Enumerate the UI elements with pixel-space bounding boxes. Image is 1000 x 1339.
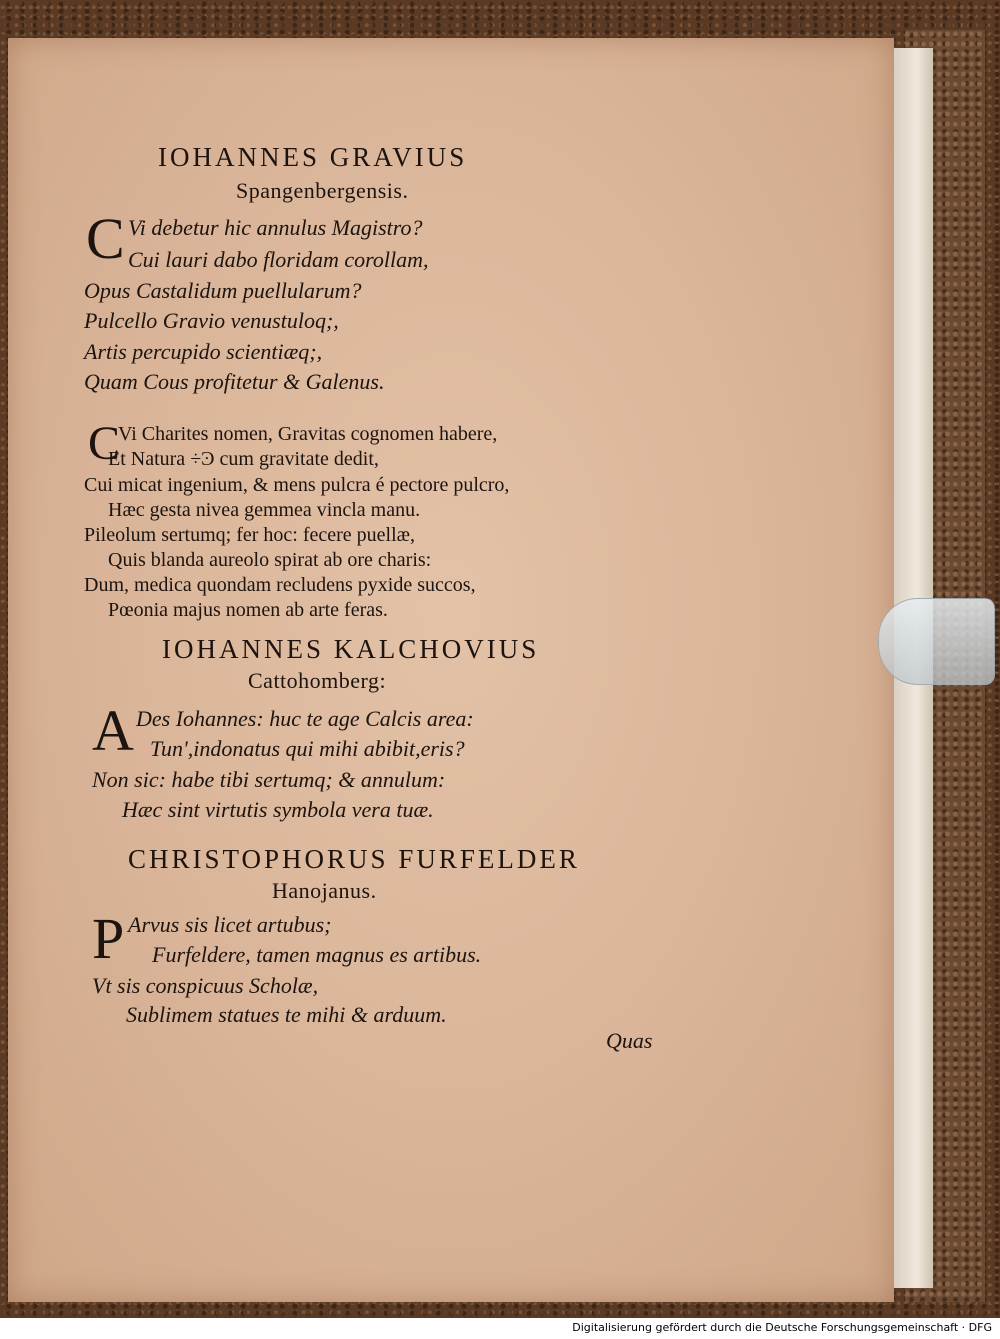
verse-line: Pœonia majus nomen ab arte feras. [108,599,388,621]
verse-line: Hæc sint virtutis symbola vera tuæ. [122,797,434,822]
drop-cap: A [92,698,134,763]
drop-cap: C [88,417,121,470]
verse-line: Des Iohannes: huc te age Calcis area: [136,706,474,731]
verse-line: Cui micat ingenium, & mens pulcra é pectore pulcro, [84,474,510,496]
section-heading-furfelder: CHRISTOPHORUS FURFELDER [128,844,580,874]
section-heading-kalchovius: IOHANNES KALCHOVIUS [162,634,540,664]
verse-line: Vi Charites nomen, Gravitas cognomen habere, [118,423,498,445]
footer-bar [0,1318,1000,1339]
section-origin-furfelder: Hanojanus. [272,878,377,903]
verse-line: Arvus sis licet artubus; [128,912,332,937]
verse-line: Tun',indonatus qui mihi abibit,eris? [150,736,465,761]
verse-line: Dum, medica quondam recludens pyxide succos, [84,574,476,596]
verse-line: Artis percupido scientiæq;, [84,339,323,364]
verse-line: Pulcello Gravio venustuloq;, [84,308,339,333]
verse-line: Hæc gesta nivea gemmea vincla manu. [108,499,421,521]
section-origin-gravius: Spangenbergensis. [236,178,409,203]
verse-line: Furfeldere, tamen magnus es artibus. [152,942,482,967]
verse-line: Non sic: habe tibi sertumq; & annulum: [92,767,446,792]
drop-cap: C [86,206,125,271]
verse-line: Quis blanda aureolo spirat ab ore charis: [108,549,432,571]
verse-line: Opus Castalidum puellularum? [84,278,362,303]
book-page [8,38,894,1302]
verse-line: Et Natura ÷Ͽ cum gravitate dedit, [108,448,379,470]
section-origin-kalchovius: Cattohomberg: [248,668,387,693]
drop-cap: P [92,906,125,971]
verse-line: Sublimem statues te mihi & arduum. [126,1002,447,1027]
section-heading-gravius: IOHANNES GRAVIUS [158,142,468,172]
verse-line: Quam Cous profitetur & Galenus. [84,369,385,394]
verse-line: Vi debetur hic annulus Magistro? [128,215,423,240]
footer-credit: Digitalisierung gefördert durch die Deutsche Forschungsgemeinschaft · DFG [572,1321,992,1334]
verse-line: Cui lauri dabo floridam corollam, [128,247,429,272]
verse-line: Vt sis conspicuus Scholæ, [92,973,319,998]
catchword: Quas [606,1028,653,1053]
page-clip [878,598,995,685]
verse-line: Pileolum sertumq; fer hoc: fecere puellæ, [84,524,416,546]
